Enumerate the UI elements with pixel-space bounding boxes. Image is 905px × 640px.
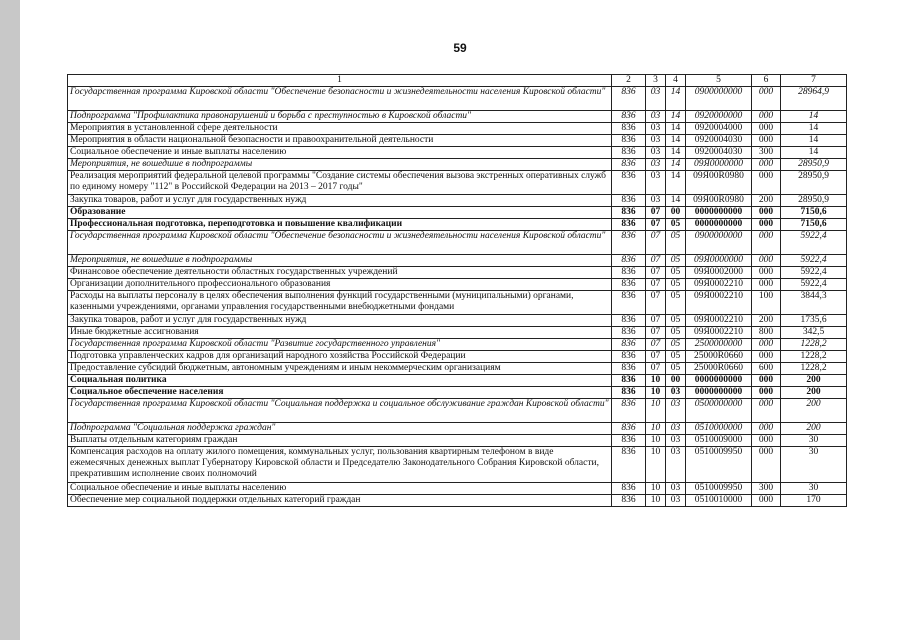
cell-subsection-code: 00 [666,375,686,387]
cell-section-code: 10 [646,387,666,399]
cell-subsection-code: 14 [666,87,686,111]
cell-ministry-code: 836 [612,195,646,207]
table-row [68,423,847,435]
cell-section-code: 07 [646,255,666,267]
table-row [68,327,847,339]
table-row [68,435,847,447]
cell-section-code: 03 [646,111,666,123]
cell-ministry-code: 836 [612,231,646,255]
cell-amount: 5922,4 [781,267,847,279]
cell-section-code: 07 [646,315,666,327]
cell-amount: 1228,2 [781,363,847,375]
cell-expense-type-code: 000 [752,111,781,123]
cell-section-code: 03 [646,159,666,171]
cell-subsection-code: 05 [666,351,686,363]
cell-target-article-code: 09Я0002210 [686,315,752,327]
cell-expense-type-code: 000 [752,207,781,219]
cell-target-article-code: 0900000000 [686,231,752,255]
table-row [68,207,847,219]
cell-amount: 28964,9 [781,87,847,111]
cell-expense-type-code: 000 [752,447,781,483]
cell-expense-type-code: 000 [752,159,781,171]
cell-section-code: 07 [646,219,666,231]
cell-section-code: 10 [646,423,666,435]
cell-expense-type-code: 600 [752,363,781,375]
table-header-row [68,75,847,87]
cell-ministry-code: 836 [612,207,646,219]
cell-expense-type-code: 100 [752,291,781,315]
table-row [68,267,847,279]
cell-expense-type-code: 000 [752,351,781,363]
cell-section-code: 10 [646,447,666,483]
cell-expense-type-code: 300 [752,483,781,495]
cell-ministry-code: 836 [612,483,646,495]
cell-item-name: Мероприятия в установленной сфере деятельности [68,123,612,135]
scan-margin-bar [0,0,20,640]
cell-ministry-code: 836 [612,135,646,147]
cell-ministry-code: 836 [612,171,646,195]
cell-subsection-code: 05 [666,315,686,327]
cell-section-code: 03 [646,87,666,111]
cell-target-article-code: 0510010000 [686,495,752,507]
cell-subsection-code: 05 [666,267,686,279]
cell-item-name: Выплаты отдельным категориям граждан [68,435,612,447]
table-row [68,219,847,231]
cell-ministry-code: 836 [612,387,646,399]
table-row [68,375,847,387]
table-row [68,339,847,351]
cell-target-article-code: 0920004030 [686,135,752,147]
table-row [68,255,847,267]
cell-subsection-code: 14 [666,111,686,123]
cell-target-article-code: 0510009950 [686,483,752,495]
cell-item-name: Иные бюджетные ассигнования [68,327,612,339]
cell-target-article-code: 0920000000 [686,111,752,123]
cell-expense-type-code: 000 [752,339,781,351]
table-row [68,495,847,507]
cell-expense-type-code: 200 [752,315,781,327]
cell-expense-type-code: 000 [752,375,781,387]
table-row [68,399,847,423]
cell-ministry-code: 836 [612,375,646,387]
cell-item-name: Закупка товаров, работ и услуг для государственных нужд [68,315,612,327]
cell-section-code: 07 [646,207,666,219]
cell-subsection-code: 00 [666,207,686,219]
cell-target-article-code: 09Я0002000 [686,267,752,279]
cell-ministry-code: 836 [612,111,646,123]
cell-target-article-code: 09Я00R0980 [686,171,752,195]
cell-amount: 14 [781,135,847,147]
cell-section-code: 07 [646,291,666,315]
table-row [68,483,847,495]
cell-ministry-code: 836 [612,291,646,315]
cell-section-code: 10 [646,483,666,495]
cell-amount: 5922,4 [781,279,847,291]
cell-subsection-code: 14 [666,159,686,171]
budget-table [67,74,847,507]
column-header: 1 [68,75,612,87]
cell-subsection-code: 14 [666,147,686,159]
cell-target-article-code: 0510009950 [686,447,752,483]
cell-section-code: 03 [646,171,666,195]
cell-target-article-code: 09Я0002210 [686,291,752,315]
cell-amount: 28950,9 [781,159,847,171]
table-row [68,291,847,315]
cell-amount: 1735,6 [781,315,847,327]
cell-item-name: Социальная политика [68,375,612,387]
table-row [68,363,847,375]
cell-target-article-code: 09Я0000000 [686,255,752,267]
cell-ministry-code: 836 [612,279,646,291]
table-row [68,231,847,255]
table-row [68,351,847,363]
cell-target-article-code: 0000000000 [686,387,752,399]
cell-target-article-code: 0000000000 [686,207,752,219]
cell-item-name: Подготовка управленческих кадров для организаций народного хозяйства Российской Федерации [68,351,612,363]
cell-target-article-code: 0510009000 [686,435,752,447]
table-row [68,279,847,291]
cell-expense-type-code: 000 [752,387,781,399]
cell-target-article-code: 09Я0000000 [686,159,752,171]
cell-subsection-code: 03 [666,387,686,399]
cell-subsection-code: 14 [666,195,686,207]
table-row [68,147,847,159]
cell-item-name: Подпрограмма "Профилактика правонарушений и борьба с преступностью в Кировской области" [68,111,612,123]
cell-item-name: Мероприятия, не вошедшие в подпрограммы [68,255,612,267]
cell-subsection-code: 03 [666,495,686,507]
cell-section-code: 10 [646,399,666,423]
table-row [68,171,847,195]
cell-item-name: Подпрограмма "Социальная поддержка граждан" [68,423,612,435]
cell-section-code: 03 [646,147,666,159]
cell-amount: 1228,2 [781,351,847,363]
cell-ministry-code: 836 [612,255,646,267]
cell-subsection-code: 03 [666,447,686,483]
cell-target-article-code: 09Я0002210 [686,279,752,291]
cell-section-code: 10 [646,375,666,387]
cell-amount: 30 [781,435,847,447]
cell-subsection-code: 05 [666,219,686,231]
cell-expense-type-code: 000 [752,279,781,291]
cell-item-name: Социальное обеспечение и иные выплаты населению [68,483,612,495]
table-row [68,447,847,483]
cell-amount: 28950,9 [781,195,847,207]
cell-target-article-code: 25000R0660 [686,351,752,363]
cell-section-code: 03 [646,135,666,147]
cell-ministry-code: 836 [612,423,646,435]
cell-amount: 200 [781,387,847,399]
cell-target-article-code: 0000000000 [686,219,752,231]
cell-section-code: 07 [646,231,666,255]
cell-item-name: Мероприятия в области национальной безопасности и правоохранительной деятельности [68,135,612,147]
cell-section-code: 10 [646,435,666,447]
cell-section-code: 03 [646,195,666,207]
cell-amount: 5922,4 [781,255,847,267]
cell-expense-type-code: 000 [752,171,781,195]
cell-expense-type-code: 000 [752,123,781,135]
cell-target-article-code: 09Я00R0980 [686,195,752,207]
cell-ministry-code: 836 [612,339,646,351]
cell-ministry-code: 836 [612,159,646,171]
cell-expense-type-code: 000 [752,87,781,111]
cell-expense-type-code: 200 [752,195,781,207]
cell-amount: 200 [781,423,847,435]
cell-ministry-code: 836 [612,363,646,375]
cell-item-name: Финансовое обеспечение деятельности областных государственных учреждений [68,267,612,279]
table-row [68,195,847,207]
table-row [68,87,847,111]
cell-item-name: Социальное обеспечение населения [68,387,612,399]
cell-ministry-code: 836 [612,219,646,231]
cell-amount: 30 [781,483,847,495]
cell-amount: 14 [781,123,847,135]
cell-section-code: 07 [646,279,666,291]
cell-expense-type-code: 000 [752,255,781,267]
cell-amount: 170 [781,495,847,507]
cell-expense-type-code: 000 [752,423,781,435]
cell-amount: 7150,6 [781,219,847,231]
cell-amount: 200 [781,399,847,423]
page-number: 59 [453,41,467,55]
cell-expense-type-code: 000 [752,435,781,447]
cell-item-name: Закупка товаров, работ и услуг для государственных нужд [68,195,612,207]
cell-ministry-code: 836 [612,447,646,483]
cell-amount: 30 [781,447,847,483]
cell-ministry-code: 836 [612,315,646,327]
cell-subsection-code: 05 [666,363,686,375]
cell-target-article-code: 09Я0002210 [686,327,752,339]
cell-item-name: Государственная программа Кировской области "Обеспечение безопасности и жизнедеятельности населения Кировской области" [68,231,612,255]
cell-ministry-code: 836 [612,327,646,339]
cell-subsection-code: 05 [666,231,686,255]
cell-target-article-code: 0500000000 [686,399,752,423]
cell-subsection-code: 14 [666,171,686,195]
cell-item-name: Государственная программа Кировской области "Социальная поддержка и социальное обслуживание граждан Кировской области" [68,399,612,423]
cell-amount: 5922,4 [781,231,847,255]
cell-target-article-code: 2500000000 [686,339,752,351]
cell-item-name: Компенсация расходов на оплату жилого помещения, коммунальных услуг, пользования квартирным телефоном в виде ежемесячных денежных выплат Губернатору Кировской области и Председателю Законодательного Собрания Кировской области, прекратившим исполнение своих полномочий [68,447,612,483]
table-row [68,135,847,147]
cell-item-name: Мероприятия, не вошедшие в подпрограммы [68,159,612,171]
cell-item-name: Расходы на выплаты персоналу в целях обеспечения выполнения функций государственными (муниципальными) органами, казенными учреждениями, органами управления государственными внебюджетными фондами [68,291,612,315]
cell-target-article-code: 0920004030 [686,147,752,159]
cell-target-article-code: 0920004000 [686,123,752,135]
cell-item-name: Государственная программа Кировской области "Развитие государственного управления" [68,339,612,351]
cell-ministry-code: 836 [612,267,646,279]
column-header: 3 [646,75,666,87]
column-header: 6 [752,75,781,87]
cell-expense-type-code: 300 [752,147,781,159]
cell-item-name: Реализация мероприятий федеральной целевой программы "Создание системы обеспечения вызова экстренных оперативных служб по единому номеру "112" в Российской Федерации на 2013 – 2017 годы" [68,171,612,195]
cell-section-code: 07 [646,363,666,375]
cell-expense-type-code: 000 [752,399,781,423]
cell-expense-type-code: 000 [752,495,781,507]
cell-subsection-code: 05 [666,279,686,291]
column-header: 4 [666,75,686,87]
cell-amount: 14 [781,111,847,123]
column-header: 7 [781,75,847,87]
cell-section-code: 07 [646,351,666,363]
cell-subsection-code: 03 [666,399,686,423]
cell-ministry-code: 836 [612,399,646,423]
cell-expense-type-code: 800 [752,327,781,339]
cell-expense-type-code: 000 [752,231,781,255]
cell-expense-type-code: 000 [752,135,781,147]
table-row [68,123,847,135]
cell-subsection-code: 03 [666,483,686,495]
cell-ministry-code: 836 [612,351,646,363]
cell-ministry-code: 836 [612,147,646,159]
table-row [68,159,847,171]
cell-target-article-code: 0510000000 [686,423,752,435]
cell-amount: 3844,3 [781,291,847,315]
cell-expense-type-code: 000 [752,219,781,231]
cell-section-code: 07 [646,267,666,279]
column-header: 2 [612,75,646,87]
cell-item-name: Социальное обеспечение и иные выплаты населению [68,147,612,159]
cell-subsection-code: 05 [666,339,686,351]
cell-section-code: 07 [646,327,666,339]
cell-expense-type-code: 000 [752,267,781,279]
cell-subsection-code: 05 [666,255,686,267]
cell-amount: 28950,9 [781,171,847,195]
cell-subsection-code: 03 [666,423,686,435]
table-body [68,87,847,507]
cell-section-code: 03 [646,123,666,135]
cell-subsection-code: 14 [666,123,686,135]
cell-section-code: 07 [646,339,666,351]
cell-amount: 7150,6 [781,207,847,219]
cell-target-article-code: 0000000000 [686,375,752,387]
cell-ministry-code: 836 [612,123,646,135]
cell-item-name: Образование [68,207,612,219]
cell-target-article-code: 25000R0660 [686,363,752,375]
table-row [68,387,847,399]
cell-amount: 1228,2 [781,339,847,351]
cell-subsection-code: 03 [666,435,686,447]
cell-subsection-code: 05 [666,291,686,315]
cell-section-code: 10 [646,495,666,507]
cell-item-name: Обеспечение мер социальной поддержки отдельных категорий граждан [68,495,612,507]
cell-ministry-code: 836 [612,495,646,507]
cell-subsection-code: 05 [666,327,686,339]
cell-item-name: Предоставление субсидий бюджетным, автономным учреждениям и иным некоммерческим организациям [68,363,612,375]
cell-ministry-code: 836 [612,435,646,447]
cell-item-name: Государственная программа Кировской области "Обеспечение безопасности и жизнедеятельности населения Кировской области" [68,87,612,111]
cell-amount: 200 [781,375,847,387]
table-row [68,315,847,327]
cell-item-name: Организации дополнительного профессионального образования [68,279,612,291]
cell-subsection-code: 14 [666,135,686,147]
cell-item-name: Профессиональная подготовка, переподготовка и повышение квалификации [68,219,612,231]
cell-target-article-code: 0900000000 [686,87,752,111]
cell-amount: 342,5 [781,327,847,339]
cell-amount: 14 [781,147,847,159]
cell-ministry-code: 836 [612,87,646,111]
table-row [68,111,847,123]
column-header: 5 [686,75,752,87]
